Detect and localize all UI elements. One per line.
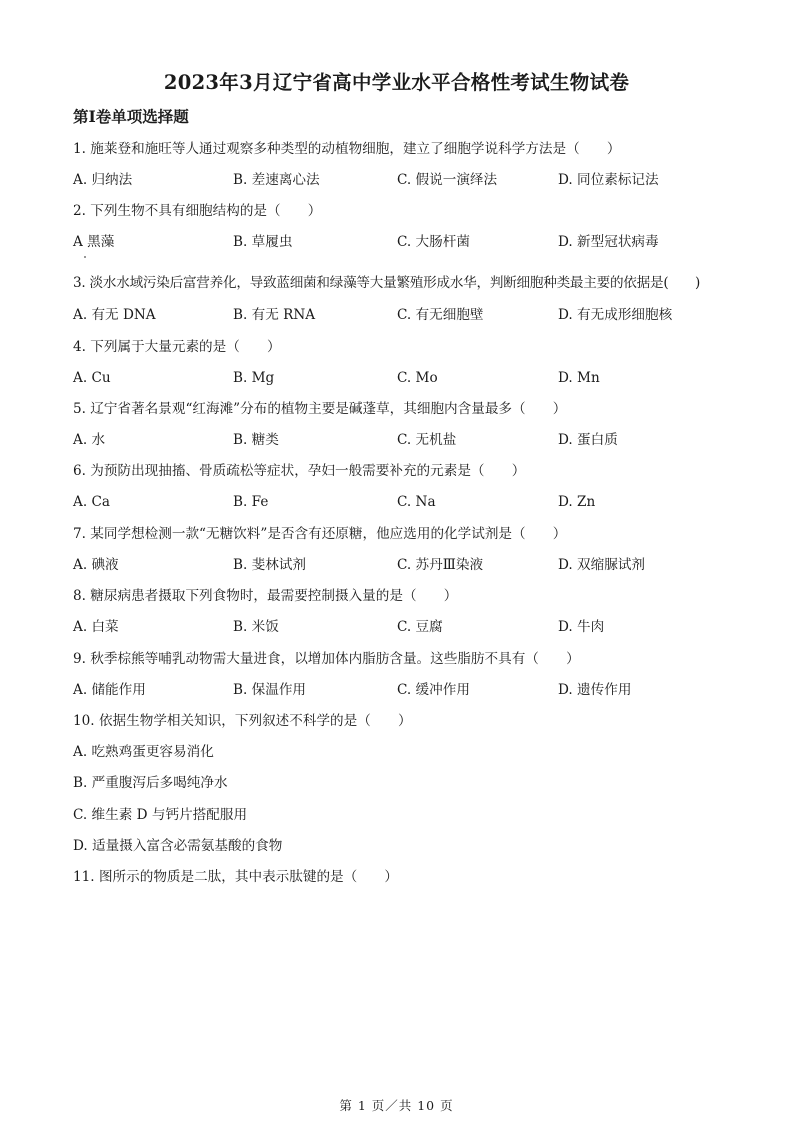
- page-title: 2023年3月辽宁省高中学业水平合格性考试生物试卷: [163, 71, 630, 94]
- question-9-stem: 9. 秋季棕熊等哺乳动物需大量进食，以增加体内脂肪含量。这些脂肪不具有（ ）: [73, 651, 580, 667]
- section-heading: 第Ⅰ卷单项选择题: [73, 107, 189, 126]
- question-4-option-d: D. Mn: [558, 370, 600, 386]
- question-11-stem: 11. 图所示的物质是二肽，其中表示肽键的是（ ）: [73, 869, 399, 885]
- question-5-option-a: A. 水: [73, 432, 106, 448]
- question-5-option-b: B. 糖类: [233, 432, 279, 448]
- question-8-option-a: A. 白菜: [73, 619, 119, 635]
- question-8-option-d: D. 牛肉: [558, 619, 605, 635]
- question-10-option-a: A. 吃熟鸡蛋更容易消化: [73, 744, 214, 760]
- question-1-option-c: C. 假说一演绎法: [397, 172, 498, 188]
- question-2-stem: 2. 下列生物不具有细胞结构的是（ ）: [73, 203, 322, 219]
- question-9-option-d: D. 遗传作用: [558, 682, 632, 698]
- question-3-stem: 3. 淡水水域污染后富营养化，导致蓝细菌和绿藻等大量繁殖形成水华，判断细胞种类最主要的依据是( ): [73, 275, 701, 291]
- question-10-stem: 10. 依据生物学相关知识，下列叙述不科学的是（ ）: [73, 713, 412, 729]
- question-2-option-c: C. 大肠杆菌: [397, 234, 470, 250]
- question-4-option-c: C. Mo: [397, 370, 438, 386]
- question-4-stem: 4. 下列属于大量元素的是（ ）: [73, 339, 281, 355]
- scan-speck: [84, 256, 86, 258]
- question-9-option-b: B. 保温作用: [233, 682, 307, 698]
- question-1-option-b: B. 差速离心法: [233, 172, 320, 188]
- question-3-option-d: D. 有无成形细胞核: [558, 307, 673, 323]
- question-10-option-b: B. 严重腹泻后多喝纯净水: [73, 775, 228, 791]
- question-5-stem: 5. 辽宁省著名景观“红海滩”分布的植物主要是碱蓬草，其细胞内含量最多（ ）: [73, 401, 567, 417]
- question-8-option-c: C. 豆腐: [397, 619, 443, 635]
- question-7-option-c: C. 苏丹Ⅲ染液: [397, 557, 484, 573]
- question-1-option-d: D. 同位素标记法: [558, 172, 659, 188]
- question-8-stem: 8. 糖尿病患者摄取下列食物时，最需要控制摄入量的是（ ）: [73, 588, 458, 604]
- question-1-stem: 1. 施莱登和施旺等人通过观察多种类型的动植物细胞，建立了细胞学说科学方法是（ ）: [73, 141, 621, 157]
- question-4-option-b: B. Mg: [233, 370, 275, 386]
- question-7-option-d: D. 双缩脲试剂: [558, 557, 646, 573]
- question-3-option-b: B. 有无 RNA: [233, 307, 316, 323]
- question-7-option-b: B. 斐林试剂: [233, 557, 307, 573]
- question-9-option-a: A. 储能作用: [73, 682, 146, 698]
- question-7-option-a: A. 碘液: [73, 557, 119, 573]
- question-9-option-c: C. 缓冲作用: [397, 682, 470, 698]
- page-footer: 第 1 页／共 10 页: [339, 1098, 454, 1113]
- question-6-option-c: C. Na: [397, 494, 436, 510]
- question-8-option-b: B. 米饭: [233, 619, 279, 635]
- question-2-option-a: A 黑藻: [73, 234, 115, 250]
- question-3-option-c: C. 有无细胞壁: [397, 307, 484, 323]
- question-2-option-d: D. 新型冠状病毒: [558, 234, 659, 250]
- question-4-option-a: A. Cu: [73, 370, 111, 386]
- question-1-option-a: A. 归纳法: [73, 172, 133, 188]
- question-3-option-a: A. 有无 DNA: [73, 307, 156, 323]
- question-6-option-d: D. Zn: [558, 494, 596, 510]
- question-6-stem: 6. 为预防出现抽搐、骨质疏松等症状，孕妇一般需要补充的元素是（ ）: [73, 463, 526, 479]
- question-7-stem: 7. 某同学想检测一款“无糖饮料”是否含有还原糖，他应选用的化学试剂是（ ）: [73, 526, 567, 542]
- question-10-option-d: D. 适量摄入富含必需氨基酸的食物: [73, 838, 283, 854]
- question-10-option-c: C. 维生素 D 与钙片搭配服用: [73, 807, 248, 823]
- question-6-option-a: A. Ca: [73, 494, 110, 510]
- question-5-option-d: D. 蛋白质: [558, 432, 618, 448]
- question-2-option-b: B. 草履虫: [233, 234, 293, 250]
- question-6-option-b: B. Fe: [233, 494, 269, 510]
- question-5-option-c: C. 无机盐: [397, 432, 457, 448]
